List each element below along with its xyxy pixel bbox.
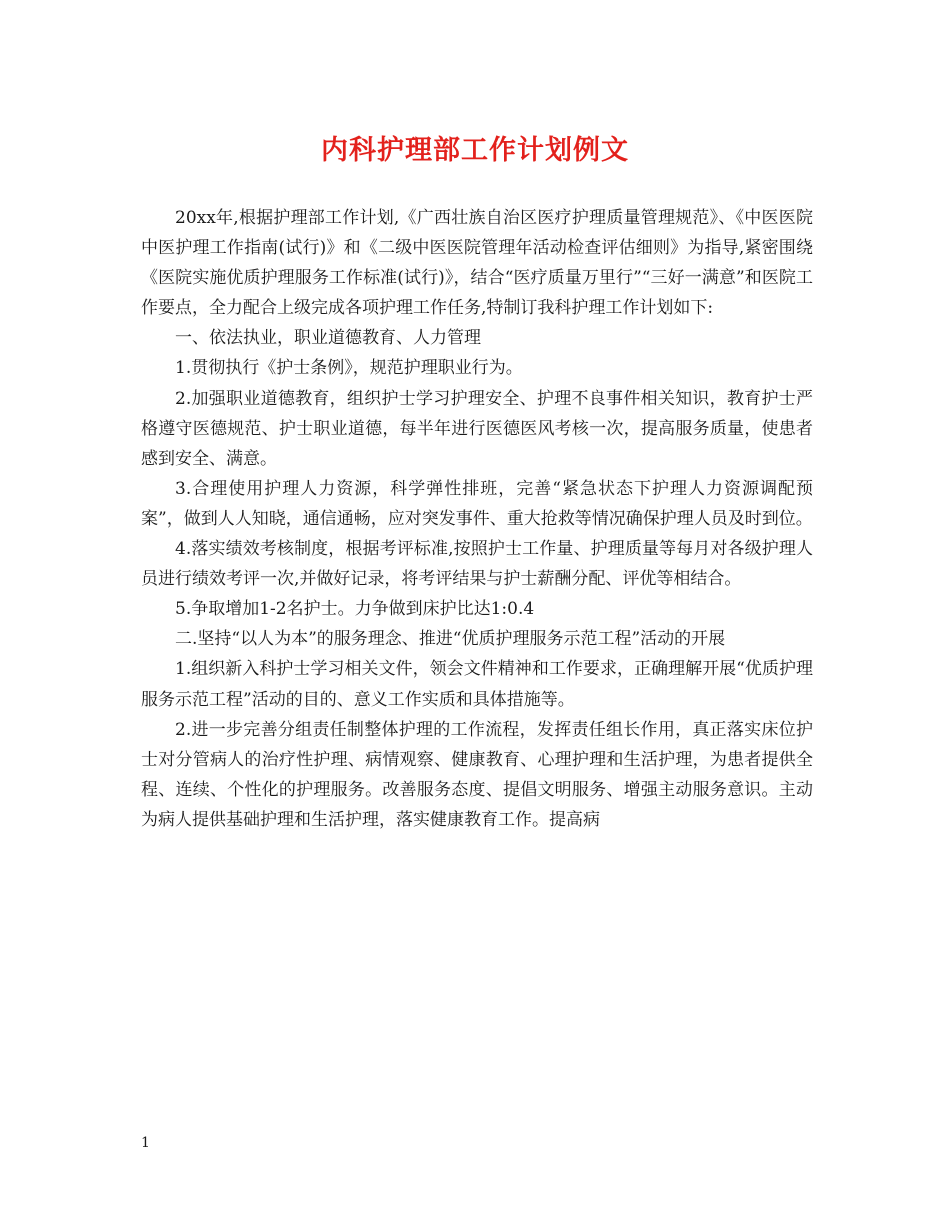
paragraph-1-3: 3.合理使用护理人力资源，科学弹性排班，完善“紧急状态下护理人力资源调配预案”，做到人人知晓，通信通畅，应对突发事件、重大抢救等情况确保护理人员及时到位。 — [141, 478, 813, 529]
document-body — [141, 203, 813, 835]
paragraph-2-1: 1.组织新入科护士学习相关文件，领会文件精神和工作要求，正确理解开展“优质护理服务示范工程”活动的目的、意义工作实质和具体措施等。 — [141, 659, 813, 710]
paragraph-1-4: 4.落实绩效考核制度，根据考评标准,按照护士工作量、护理质量等每月对各级护理人员进行绩效考评一次,并做好记录，将考评结果与护士薪酬分配、评优等相结合。 — [141, 539, 813, 590]
section-heading-2: 二.坚持“以人为本”的服务理念、推进“优质护理服务示范工程”活动的开展 — [175, 629, 726, 650]
section-heading-1: 一、依法执业，职业道德教育、人力管理 — [175, 328, 481, 349]
paragraph-1-5: 5.争取增加1-2名护士。力争做到床护比达1:0.4 — [175, 599, 535, 620]
paragraph-1-1: 1.贯彻执行《护士条例》，规范护理职业行为。 — [175, 358, 523, 379]
paragraph-1-2: 2.加强职业道德教育，组织护士学习护理安全、护理不良事件相关知识，教育护士严格遵守医德规范、护士职业道德，每半年进行医德医风考核一次，提高服务质量，使患者感到安全、满意。 — [141, 388, 813, 469]
paragraph-intro: 20xx年,根据护理部工作计划,《广西壮族自治区医疗护理质量管理规范》、《中医医院中医护理工作指南(试行)》和《二级中医医院管理年活动检查评估细则》为指导,紧密围绕《医院实施优质护理服务工作标准(试行)》，结合“医疗质量万里行”“三好一满意”和医院工作要点，全力配合上级完成各项护理工作任务,特制订我科护理工作计划如下: — [141, 208, 813, 319]
page-number: 1 — [141, 1135, 150, 1151]
document-title: 内科护理部工作计划例文 — [321, 135, 629, 166]
paragraph-2-2: 2.进一步完善分组责任制整体护理的工作流程，发挥责任组长作用，真正落实床位护士对分管病人的治疗性护理、病情观察、健康教育、心理护理和生活护理，为患者提供全程、连续、个性化的护理服务。改善服务态度、提倡文明服务、增强主动服务意识。主动为病人提供基础护理和生活护理，落实健康教育工作。提高病 — [141, 719, 813, 830]
